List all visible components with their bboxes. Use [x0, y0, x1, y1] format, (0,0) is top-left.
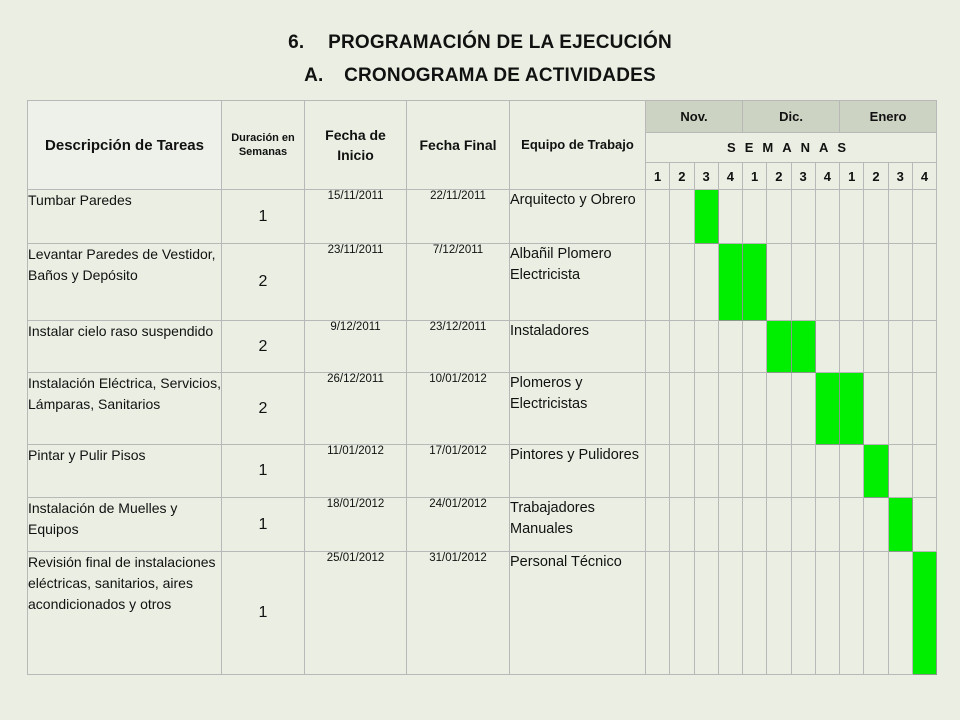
week-cell — [718, 321, 742, 373]
week-cell — [743, 321, 767, 373]
task-start-date: 25/01/2012 — [305, 552, 407, 675]
task-team: Plomeros y Electricistas — [510, 373, 646, 445]
header-month-dic: Dic. — [743, 101, 840, 133]
week-cell — [912, 373, 936, 445]
task-row — [28, 373, 937, 445]
week-cell — [718, 445, 742, 498]
week-number-header: 4 — [815, 163, 839, 190]
task-duration: 2 — [222, 244, 305, 321]
task-row — [28, 445, 937, 498]
week-number-header: 1 — [743, 163, 767, 190]
task-row — [28, 244, 937, 321]
task-duration: 2 — [222, 321, 305, 373]
week-number-header: 1 — [840, 163, 864, 190]
header-descripcion: Descripción de Tareas — [28, 101, 222, 190]
task-team: Albañil Plomero Electricista — [510, 244, 646, 321]
task-team: Personal Técnico — [510, 552, 646, 675]
section-title — [0, 26, 960, 59]
week-cell — [670, 445, 694, 498]
week-cell — [864, 190, 888, 244]
header-month-enero: Enero — [840, 101, 937, 133]
week-cell — [888, 445, 912, 498]
gantt-bar-cell — [864, 445, 888, 498]
week-cell — [912, 190, 936, 244]
week-cell — [912, 498, 936, 552]
week-cell — [791, 498, 815, 552]
week-cell — [840, 498, 864, 552]
week-cell — [767, 190, 791, 244]
week-cell — [888, 190, 912, 244]
week-cell — [718, 552, 742, 675]
week-cell — [670, 498, 694, 552]
week-cell — [888, 552, 912, 675]
task-start-date: 15/11/2011 — [305, 190, 407, 244]
week-cell — [646, 190, 670, 244]
task-end-date: 24/01/2012 — [407, 498, 510, 552]
task-description: Instalación Eléctrica, Servicios, Lámparas, Sanitarios — [28, 373, 222, 445]
section-number: 6. — [288, 32, 305, 53]
week-cell — [646, 552, 670, 675]
task-description: Levantar Paredes de Vestidor, Baños y Depósito — [28, 244, 222, 321]
task-duration: 1 — [222, 190, 305, 244]
week-cell — [791, 552, 815, 675]
week-cell — [743, 552, 767, 675]
week-cell — [912, 445, 936, 498]
week-cell — [670, 190, 694, 244]
week-cell — [694, 244, 718, 321]
week-cell — [670, 321, 694, 373]
week-cell — [815, 445, 839, 498]
week-cell — [718, 190, 742, 244]
week-cell — [767, 445, 791, 498]
week-cell — [840, 190, 864, 244]
week-number-header: 3 — [791, 163, 815, 190]
header-month-nov: Nov. — [646, 101, 743, 133]
week-cell — [694, 552, 718, 675]
gantt-bar-cell — [694, 190, 718, 244]
week-cell — [888, 244, 912, 321]
task-start-date: 26/12/2011 — [305, 373, 407, 445]
week-cell — [912, 321, 936, 373]
week-cell — [646, 321, 670, 373]
week-cell — [646, 445, 670, 498]
week-cell — [864, 321, 888, 373]
week-cell — [864, 498, 888, 552]
header-equipo: Equipo de Trabajo — [510, 101, 646, 190]
week-cell — [815, 321, 839, 373]
gantt-table — [27, 100, 937, 675]
week-cell — [694, 373, 718, 445]
task-end-date: 17/01/2012 — [407, 445, 510, 498]
task-row — [28, 321, 937, 373]
week-cell — [888, 321, 912, 373]
week-cell — [912, 244, 936, 321]
week-number-header: 2 — [767, 163, 791, 190]
week-cell — [767, 552, 791, 675]
week-cell — [670, 244, 694, 321]
document-titles — [0, 26, 960, 92]
header-fecha-inicio: Fecha de Inicio — [305, 101, 407, 190]
week-number-header: 4 — [718, 163, 742, 190]
week-cell — [791, 373, 815, 445]
task-description: Instalar cielo raso suspendido — [28, 321, 222, 373]
header-duracion: Duración en Semanas — [222, 101, 305, 190]
task-end-date: 23/12/2011 — [407, 321, 510, 373]
gantt-bar-cell — [791, 321, 815, 373]
task-team: Pintores y Pulidores — [510, 445, 646, 498]
week-cell — [743, 190, 767, 244]
week-cell — [791, 445, 815, 498]
week-cell — [743, 498, 767, 552]
week-cell — [840, 244, 864, 321]
section-title-text: PROGRAMACIÓN DE LA EJECUCIÓN — [328, 32, 672, 53]
task-start-date: 23/11/2011 — [305, 244, 407, 321]
gantt-bar-cell — [840, 373, 864, 445]
task-description: Instalación de Muelles y Equipos — [28, 498, 222, 552]
task-team: Trabajadores Manuales — [510, 498, 646, 552]
task-end-date: 31/01/2012 — [407, 552, 510, 675]
week-number-header: 2 — [670, 163, 694, 190]
week-cell — [815, 498, 839, 552]
task-start-date: 9/12/2011 — [305, 321, 407, 373]
task-duration: 1 — [222, 552, 305, 675]
header-semanas: SEMANAS — [646, 133, 937, 163]
week-cell — [718, 498, 742, 552]
task-end-date: 7/12/2011 — [407, 244, 510, 321]
task-team: Instaladores — [510, 321, 646, 373]
task-end-date: 22/11/2011 — [407, 190, 510, 244]
week-cell — [670, 552, 694, 675]
week-cell — [646, 244, 670, 321]
task-description: Pintar y Pulir Pisos — [28, 445, 222, 498]
gantt-bar-cell — [767, 321, 791, 373]
week-cell — [791, 190, 815, 244]
week-cell — [864, 244, 888, 321]
week-cell — [646, 498, 670, 552]
week-cell — [840, 445, 864, 498]
week-cell — [718, 373, 742, 445]
task-row — [28, 498, 937, 552]
task-end-date: 10/01/2012 — [407, 373, 510, 445]
week-cell — [815, 244, 839, 321]
week-cell — [670, 373, 694, 445]
task-start-date: 11/01/2012 — [305, 445, 407, 498]
week-cell — [767, 244, 791, 321]
week-cell — [694, 498, 718, 552]
week-cell — [694, 445, 718, 498]
week-cell — [646, 373, 670, 445]
gantt-bar-cell — [888, 498, 912, 552]
week-cell — [767, 498, 791, 552]
gantt-bar-cell — [912, 552, 936, 675]
gantt-bar-cell — [743, 244, 767, 321]
subsection-title — [0, 59, 960, 92]
subsection-letter: A. — [304, 65, 324, 86]
header-fecha-final: Fecha Final — [407, 101, 510, 190]
week-number-header: 3 — [694, 163, 718, 190]
week-cell — [791, 244, 815, 321]
week-number-header: 2 — [864, 163, 888, 190]
week-cell — [840, 552, 864, 675]
task-row — [28, 552, 937, 675]
task-duration: 2 — [222, 373, 305, 445]
gantt-bar-cell — [718, 244, 742, 321]
week-cell — [815, 552, 839, 675]
week-cell — [864, 552, 888, 675]
task-duration: 1 — [222, 498, 305, 552]
task-row — [28, 190, 937, 244]
week-number-header: 1 — [646, 163, 670, 190]
gantt-bar-cell — [815, 373, 839, 445]
subsection-title-text: CRONOGRAMA DE ACTIVIDADES — [344, 65, 656, 86]
week-cell — [815, 190, 839, 244]
task-description: Tumbar Paredes — [28, 190, 222, 244]
week-cell — [694, 321, 718, 373]
task-start-date: 18/01/2012 — [305, 498, 407, 552]
week-cell — [743, 445, 767, 498]
week-cell — [864, 373, 888, 445]
week-cell — [743, 373, 767, 445]
week-cell — [767, 373, 791, 445]
task-team: Arquitecto y Obrero — [510, 190, 646, 244]
task-duration: 1 — [222, 445, 305, 498]
task-description: Revisión final de instalaciones eléctricas, sanitarios, aires acondicionados y otros — [28, 552, 222, 675]
week-cell — [888, 373, 912, 445]
week-number-header: 4 — [912, 163, 936, 190]
week-number-header: 3 — [888, 163, 912, 190]
week-cell — [840, 321, 864, 373]
